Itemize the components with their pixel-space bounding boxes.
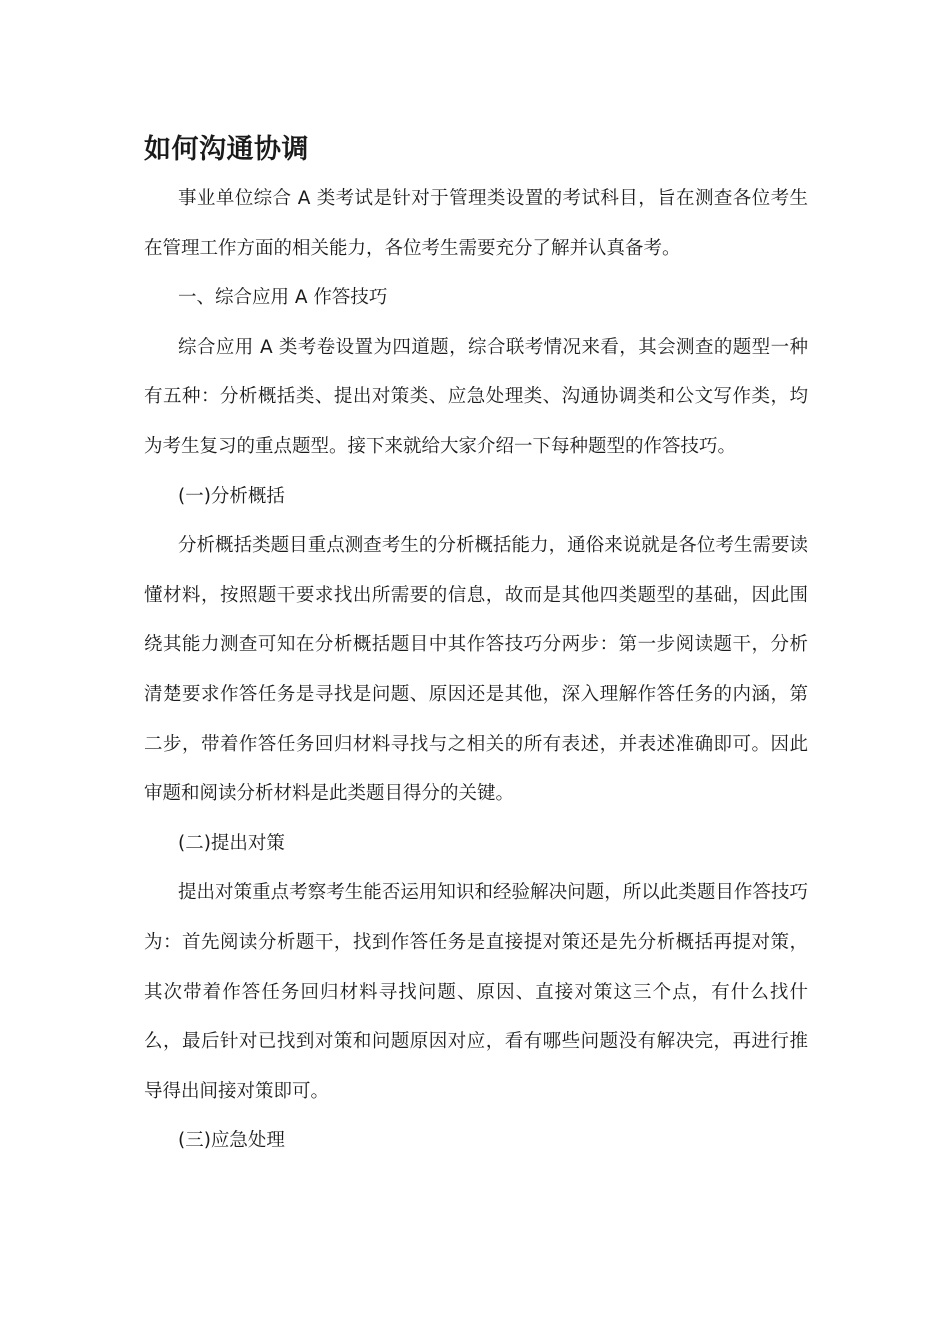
subsection-heading-analysis: (一)分析概括 [178,485,285,507]
subsection-heading-countermeasures: (二)提出对策 [178,832,285,854]
subsection-heading-emergency: (三)应急处理 [178,1130,285,1152]
paragraph-intro: 事业单位综合 A 类考试是针对于管理类设置的考试科目，旨在测查各位考生在管理工作方面的相关能力，各位考生需要充分了解并认真备考。 [144,188,808,259]
paragraph-question-types: 综合应用 A 类考卷设置为四道题，综合联考情况来看，其会测查的题型一种有五种：分析概括类、提出对策类、应急处理类、沟通协调类和公文写作类，均为考生复习的重点题型。接下来就给大家介绍一下每种题型的作答技巧。 [144,336,808,457]
section-heading-techniques: 一、综合应用 A 作答技巧 [178,287,388,309]
paragraph-analysis: 分析概括类题目重点测查考生的分析概括能力，通俗来说就是各位考生需要读懂材料，按照题干要求找出所需要的信息，故而是其他四类题型的基础，因此围绕其能力测查可知在分析概括题目中其作答技巧分两步：第一步阅读题干，分析清楚要求作答任务是寻找是问题、原因还是其他，深入理解作答任务的内涵，第二步，带着作答任务回归材料寻找与之相关的所有表述，并表述准确即可。因此审题和阅读分析材料是此类题目得分的关键。 [144,535,808,805]
paragraph-countermeasures: 提出对策重点考察考生能否运用知识和经验解决问题，所以此类题目作答技巧为：首先阅读分析题干，找到作答任务是直接提对策还是先分析概括再提对策，其次带着作答任务回归材料寻找问题、原因、直接对策这三个点，有什么找什么，最后针对已找到对策和问题原因对应，看有哪些问题没有解决完，再进行推导得出间接对策即可。 [144,882,808,1102]
document-body [144,126,808,1166]
page-title: 如何沟通协调 [144,134,309,165]
